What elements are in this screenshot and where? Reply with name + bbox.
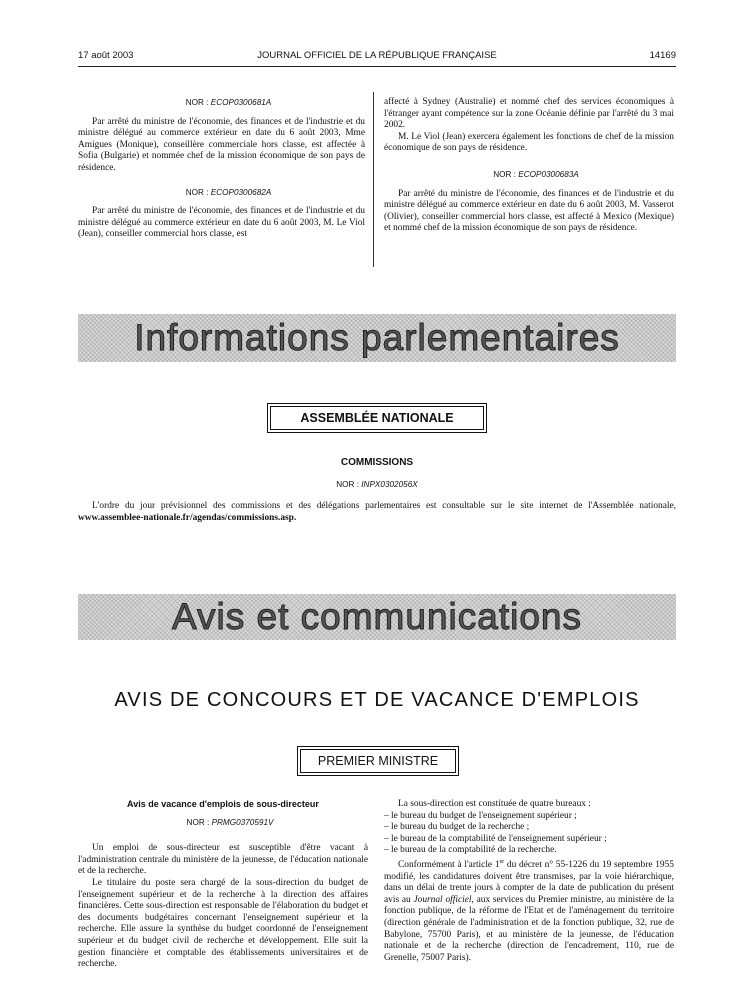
journal-title: JOURNAL OFFICIEL DE LA RÉPUBLIQUE FRANÇAISE [257,50,497,61]
list-item: – le bureau de la comptabilité de la recherche. [384,845,557,856]
header-rule [78,66,676,67]
nor-reference: NOR : ECOP0300683A [493,169,579,179]
paragraph: Par arrêté du ministre de l'économie, des finances et de l'industrie et du ministre délégué au commerce extérieur en date du 6 août 2003, Mme Amigues (Monique), conseillère commerciale hors classe, est affectée à Sofia (Bulgarie) et nommée chef de la mission économique de son pays de résidence. [78,116,365,173]
paragraph: affecté à Sydney (Australie) et nommé chef des services économiques à l'étranger ayant compétence sur la zone Océanie définie par l'arrêté du 3 mai 2002. [384,97,674,131]
nor-reference: NOR : PRMG0370591V [186,817,274,827]
subsection-title: COMMISSIONS [340,457,414,468]
section-banner [78,314,676,362]
section-box: PREMIER MINISTRE [300,749,456,773]
section-box: ASSEMBLÉE NATIONALE [270,406,484,430]
paragraph: Par arrêté du ministre de l'économie, des finances et de l'industrie et du ministre délégué au commerce extérieur en date du 6 août 2003, M. Le Viol (Jean), conseiller commercial hors classe, est [78,206,365,240]
list-item: – le bureau de la comptabilité de l'enseignement supérieur ; [384,833,607,844]
paragraph: La sous-direction est constituée de quatre bureaux : [398,799,591,809]
section-title: AVIS DE CONCOURS ET DE VACANCE D'EMPLOIS [114,689,640,711]
banner-title: Informations parlementaires [134,317,620,358]
left-column [78,97,365,241]
right-column [384,97,674,235]
bottom-right-column [384,799,674,964]
notice-heading: Avis de vacance d'emplois de sous-directeur [127,799,319,809]
list-item: – le bureau du budget de la recherche ; [384,822,530,833]
column-divider [373,92,374,267]
bottom-left-column [78,799,368,971]
assemblee-paragraph: L'ordre du jour prévisionnel des commissions et des délégations parlementaires est consultable sur le site internet de l'Assemblée nationale, www.assemblee-nationale.fr/agendas/commissions.asp. [78,501,676,523]
page-number: 14169 [649,50,676,61]
paragraph: Le titulaire du poste sera chargé de la sous-direction du budget de l'enseignement supérieur et de la recherche à la direction des affaires financières. Cette sous-direction est responsable de l'élaboration du budget et des documents budgétaires concernant l'enseignement supérieur et la recherche. Elle assure la synthèse du budget coordonné de l'enseignement supérieur et du budget civil de recherche et développement. Elle suit la gestion financière et comptable des établissements universitaires et de recherche. [78,877,368,970]
paragraph: Conformément à l'article 1er du décret n° 55-1226 du 19 septembre 1955 modifié, les candidatures doivent être transmises, par la voie hiérarchique, dans un délai de trente jours à compter de la date de publication du présent avis au Journal officiel, aux services du Premier ministre, au ministère de la fonction publique, de la réforme de l'Etat et de l'aménagement du territoire (direction générale de l'administration et de la fonction publique, 32, rue de Babylone, 75700 Paris), et au ministère de la jeunesse, de l'éducation nationale et de la recherche (direction de l'encadrement, 110, rue de Grenelle, 75007 Paris). [384,858,675,963]
header-date: 17 août 2003 [78,50,134,61]
paragraph: Un emploi de sous-directeur est susceptible d'être vacant à l'administration centrale du ministère de la jeunesse, de l'éducation nationale et de la recherche. [78,843,368,877]
paragraph: Par arrêté du ministre de l'économie, des finances et de l'industrie et du ministre délégué au commerce extérieur en date du 6 août 2003, M. Vasserot (Olivier), conseiller commercial hors classe, est affecté à Mexico (Mexique) et nommé chef de la mission économique de son pays de résidence. [384,188,674,234]
banner-title: Avis et communications [172,596,582,637]
list-item: – le bureau du budget de l'enseignement supérieur ; [384,810,577,821]
nor-reference: NOR : ECOP0300682A [185,187,272,197]
nor-line [78,480,676,489]
running-header [78,50,676,64]
bureaux-list [384,811,674,857]
nor-reference: NOR : ECOP0300681A [185,98,272,107]
section-banner [78,594,676,640]
nor-reference: NOR : INPX0302056X [336,480,418,489]
paragraph: M. Le Viol (Jean) exercera également les fonctions de chef de la mission économique de son pays de résidence. [384,131,674,154]
assemblee-url[interactable]: www.assemblee-nationale.fr/agendas/commissions.asp. [78,512,297,523]
